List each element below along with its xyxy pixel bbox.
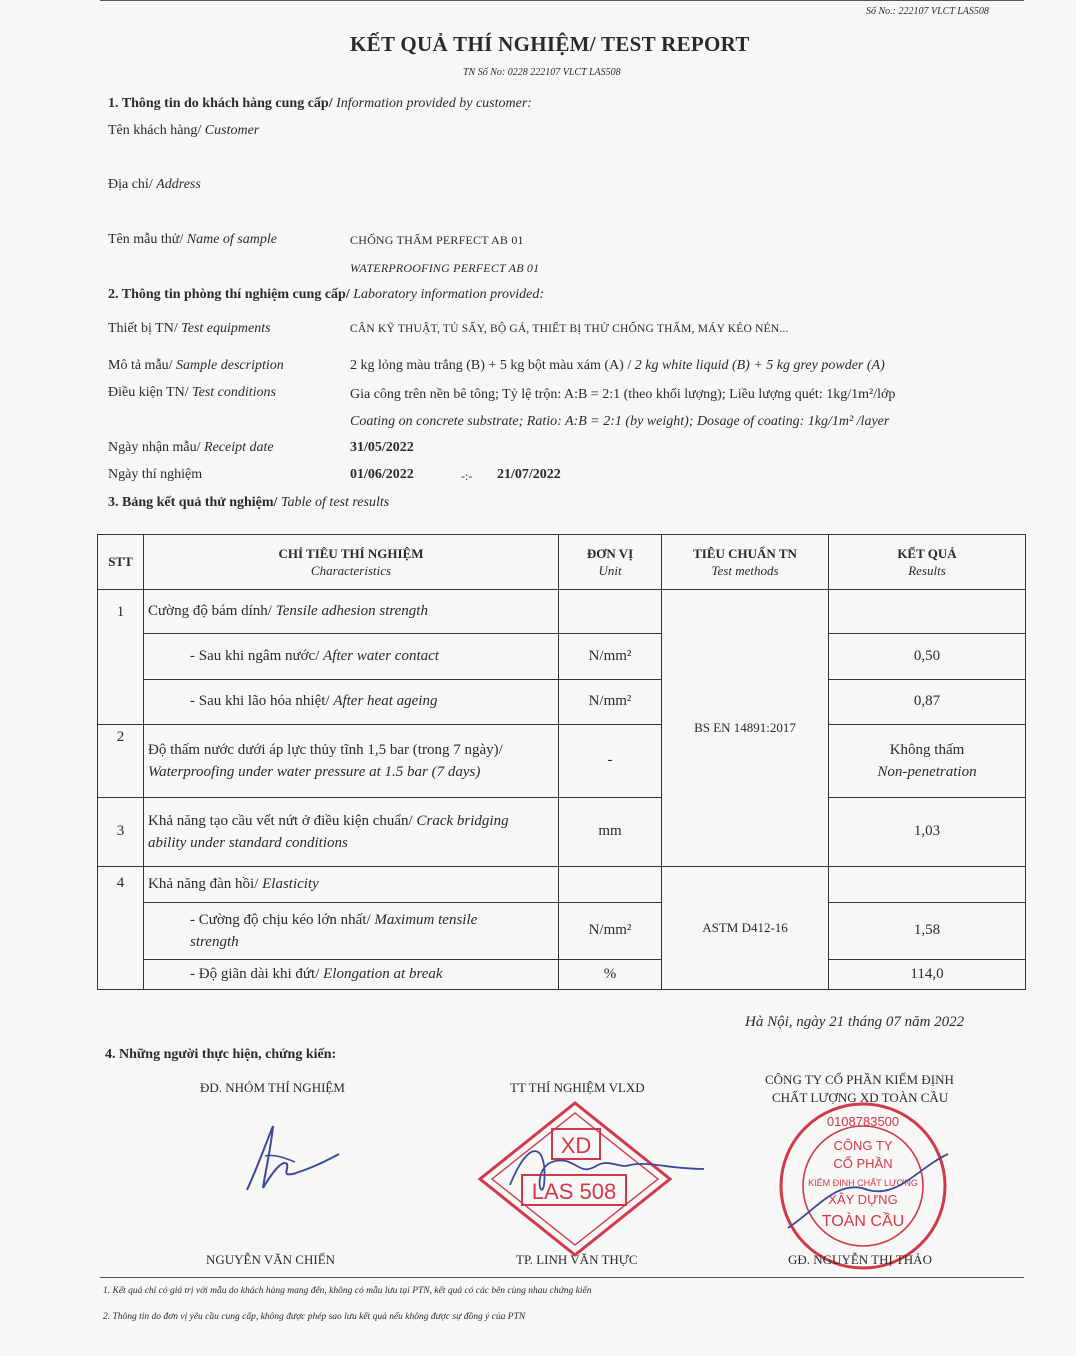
stamp-round-text-2: CỔ PHẦN — [833, 1156, 893, 1171]
stamp-round-number: 0108783500 — [826, 1114, 900, 1129]
footnote-1: 1. Kết quả chỉ có giá trị với mẫu do khách hàng mang đến, không có mẫu lưu tại PTN, kết quả có các bên cùng nhau chứng kiến — [103, 1286, 592, 1296]
col1-name: NGUYỄN VĂN CHIẾN — [206, 1252, 336, 1267]
row4-result — [829, 866, 1026, 902]
row1-characteristic: Cường độ bám dính/ Tensile adhesion strength — [144, 589, 559, 633]
col1-title: ĐD. NHÓM THÍ NGHIỆM — [200, 1080, 345, 1095]
top-rule — [100, 0, 1024, 1]
address-label — [108, 177, 201, 193]
row3-characteristic: Khả năng tạo cầu vết nứt ở điều kiện chuẩn/ Crack bridging ability under standard conditions — [144, 797, 559, 866]
col3-name: GĐ. NGUYỄN THỊ THẢO — [788, 1252, 932, 1267]
sample-label-vn: Tên mẫu thử/ — [108, 232, 184, 247]
section1-heading-vn: 1. Thông tin do khách hàng cung cấp/ — [108, 96, 333, 111]
address-label-en: Address — [156, 177, 201, 192]
table-row — [98, 866, 1026, 902]
testdate-separator: -:- — [461, 469, 473, 483]
company-round-stamp-icon — [768, 1098, 958, 1278]
section2-heading-en: Laboratory information provided: — [353, 287, 545, 302]
footnote-2: 2. Thông tin do đơn vị yêu cầu cung cấp, không được phép sao lưu kết quả nếu không được sự đồng ý của PTN — [103, 1312, 526, 1322]
signature-chien-icon — [235, 1118, 345, 1198]
desc-label — [108, 358, 284, 374]
section2-heading — [108, 287, 544, 303]
section3-heading-en: Table of test results — [280, 495, 390, 510]
row2-unit: - — [559, 725, 662, 798]
section2-heading-vn: 2. Thông tin phòng thí nghiệm cung cấp/ — [108, 287, 350, 302]
cond-label — [108, 385, 276, 401]
receipt-date: 31/05/2022 — [350, 440, 414, 455]
row4a-result: 1,58 — [829, 903, 1026, 960]
cond-value-vn: Gia công trên nền bê tông; Tỷ lệ trộn: A:B = 2:1 (theo khối lượng); Liều lượng quét: 1kg/1m²/lớp — [350, 387, 896, 402]
row2-result: Không thấm Non-penetration — [829, 725, 1026, 798]
section3-heading — [108, 495, 389, 511]
row2-stt: 2 — [98, 725, 144, 798]
issue-date: Hà Nội, ngày 21 tháng 07 năm 2022 — [745, 1014, 965, 1030]
equip-label — [108, 321, 271, 337]
table-row — [98, 634, 1026, 680]
desc-value-vn: 2 kg lỏng màu trắng (B) + 5 kg bột màu xám (A) / — [350, 358, 632, 373]
col2-title: TT THÍ NGHIỆM VLXD — [510, 1080, 645, 1095]
header-method: TIÊU CHUẨN TN Test methods — [662, 535, 829, 590]
customer-label — [108, 123, 259, 139]
row4-characteristic: Khả năng đàn hồi/ Elasticity — [144, 866, 559, 902]
section1-heading — [108, 96, 532, 112]
address-label-vn: Địa chỉ/ — [108, 177, 153, 192]
cond-label-vn: Điều kiện TN/ — [108, 385, 189, 400]
row1a-unit: N/mm² — [559, 634, 662, 680]
row1-result — [829, 589, 1026, 633]
row3-unit: mm — [559, 797, 662, 866]
section3-heading-vn: 3. Bảng kết quả thử nghiệm/ — [108, 495, 278, 510]
sample-value-en: WATERPROOFING PERFECT AB 01 — [350, 261, 540, 275]
tn-number: TN Số No: 0228 222107 VLCT LAS508 — [463, 67, 621, 78]
row4b-characteristic: - Độ giãn dài khi đứt/ Elongation at break — [144, 959, 559, 989]
row3-stt: 3 — [98, 797, 144, 866]
table-row — [98, 959, 1026, 989]
col3-title-2: CHẤT LƯỢNG XD TOÀN CẦU — [772, 1090, 949, 1105]
desc-value — [350, 358, 885, 374]
stamp-round-text-4: XÂY DỰNG — [828, 1192, 898, 1207]
testdate-label: Ngày thí nghiệm — [108, 467, 203, 482]
row1b-result: 0,87 — [829, 679, 1026, 725]
section4-heading: 4. Những người thực hiện, chứng kiến: — [105, 1047, 337, 1062]
stamp-round-text-5: TOÀN CẦU — [821, 1213, 905, 1230]
desc-label-en: Sample description — [176, 358, 284, 373]
header-characteristics: CHỈ TIÊU THÍ NGHIỆM Characteristics — [144, 535, 559, 590]
header-unit: ĐƠN VỊ Unit — [559, 535, 662, 590]
cond-label-en: Test conditions — [192, 385, 277, 400]
col3-title-1: CÔNG TY CỔ PHẦN KIỂM ĐỊNH — [765, 1072, 954, 1087]
table-header-row — [98, 535, 1026, 590]
customer-label-vn: Tên khách hàng/ — [108, 123, 202, 138]
customer-label-en: Customer — [204, 123, 260, 138]
testdate-to: 21/07/2022 — [497, 467, 561, 482]
stamp-diamond-text-1: XD — [560, 1133, 592, 1158]
page-title: KẾT QUẢ THÍ NGHIỆM/ TEST REPORT — [350, 32, 750, 56]
row4a-characteristic: - Cường độ chịu kéo lớn nhất/ Maximum tensile strength — [144, 903, 559, 960]
table-row — [98, 679, 1026, 725]
section1-heading-en: Information provided by customer: — [336, 96, 532, 111]
stamp-round-text-1: CÔNG TY — [833, 1138, 893, 1153]
row1a-result: 0,50 — [829, 634, 1026, 680]
col2-name: TP. LINH VĂN THỰC — [516, 1252, 638, 1267]
row1b-unit: N/mm² — [559, 679, 662, 725]
receipt-label-vn: Ngày nhận mẫu/ — [108, 440, 201, 455]
row4-stt: 4 — [98, 866, 144, 989]
sample-label-en: Name of sample — [186, 232, 277, 247]
footnote-rule — [100, 1277, 1024, 1278]
equip-label-en: Test equipments — [181, 321, 271, 336]
header-results: KẾT QUẢ Results — [829, 535, 1026, 590]
row1-stt: 1 — [98, 589, 144, 724]
sample-label — [108, 232, 277, 248]
method-bs-en: BS EN 14891:2017 — [662, 589, 829, 866]
row1a-characteristic: - Sau khi ngâm nước/ After water contact — [144, 634, 559, 680]
table-row — [98, 903, 1026, 960]
equip-value: CÂN KỸ THUẬT, TỦ SẤY, BỘ GÁ, THIẾT BỊ THỬ CHỐNG THẤM, MÁY KÉO NÉN... — [350, 323, 789, 335]
doc-number: Số No.: 222107 VLCT LAS508 — [866, 6, 989, 17]
table-row — [98, 797, 1026, 866]
las508-stamp-icon — [470, 1095, 710, 1265]
row2-characteristic: Độ thấm nước dưới áp lực thủy tĩnh 1,5 bar (trong 7 ngày)/ Waterproofing under water pressure at 1.5 bar (7 days) — [144, 725, 559, 798]
header-stt: STT — [98, 535, 144, 590]
row4a-unit: N/mm² — [559, 903, 662, 960]
receipt-label-en: Receipt date — [204, 440, 274, 455]
testdate-from: 01/06/2022 — [350, 467, 414, 482]
row4b-unit: % — [559, 959, 662, 989]
equip-label-vn: Thiết bị TN/ — [108, 321, 178, 336]
method-astm: ASTM D412-16 — [662, 866, 829, 989]
receipt-label — [108, 440, 274, 456]
cond-value-en: Coating on concrete substrate; Ratio: A:B = 2:1 (by weight); Dosage of coating: 1kg/1m² /layer — [350, 414, 890, 429]
row1b-characteristic: - Sau khi lão hóa nhiệt/ After heat ageing — [144, 679, 559, 725]
sample-value-vn: CHỐNG THẤM PERFECT AB 01 — [350, 233, 524, 247]
row3-result: 1,03 — [829, 797, 1026, 866]
results-table — [97, 534, 1026, 990]
table-row — [98, 725, 1026, 798]
row4-unit — [559, 866, 662, 902]
row1-unit — [559, 589, 662, 633]
desc-value-en: 2 kg white liquid (B) + 5 kg grey powder (A) — [634, 358, 885, 373]
stamp-diamond-text-2: LAS 508 — [531, 1179, 617, 1204]
row4b-result: 114,0 — [829, 959, 1026, 989]
table-row — [98, 589, 1026, 633]
stamp-round-text-3: KIỂM ĐỊNH CHẤT LƯỢNG — [808, 1178, 918, 1188]
desc-label-vn: Mô tả mẫu/ — [108, 358, 173, 373]
